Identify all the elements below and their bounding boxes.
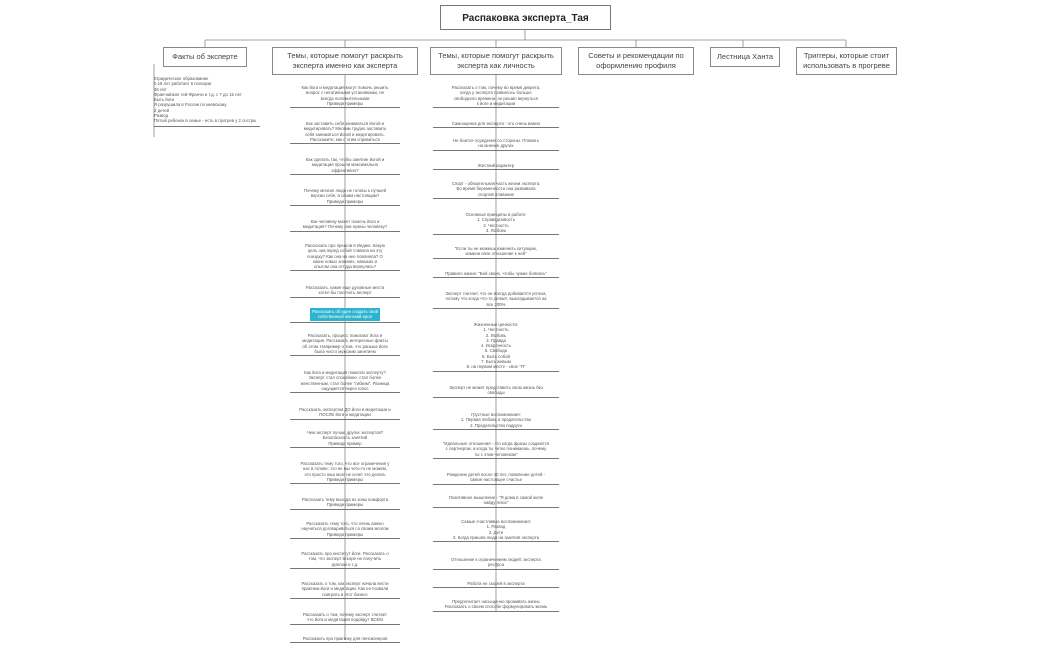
expert-topic-11[interactable]: Рассказать экспертом ДО йоги и медитации и ПОСЛЕ йоги и медитации [290, 407, 400, 420]
personal-topic-19[interactable]: Предпочитает насыщенно проживать жизнь Рассказать о своем способе формулировать жизнь [433, 599, 559, 612]
personal-topic-2[interactable]: Самооценка для эксперта - это очень важно [433, 121, 559, 128]
personal-topic-5[interactable]: Спорт - обязательная часть жизни эксперта. Во время беременности она развивала спортив плавание [433, 181, 559, 199]
expert-topic-14[interactable]: Рассказать тему выхода из зоны комфорта Приведи примеры [290, 497, 400, 510]
personal-topic-1[interactable]: Рассказать о том, почему во время декрета, когда у эксперта появилось больше свободного времени, он решил вернуться к йоге и медитации [433, 85, 559, 108]
personal-topic-14[interactable]: Рождение детей после 30 лет, появление детей - самое настоящее счастье [433, 472, 559, 485]
branch-hunt-ladder[interactable]: Лестница Ханта [710, 47, 780, 67]
expert-topic-12[interactable]: Чем эксперт лучше других экспертов? Безопасность занятий Приведи пример [290, 430, 400, 448]
expert-topic-15[interactable]: Рассказать тему того, что очень важно научиться договариваться со своим мозгом Приведи примеры [290, 521, 400, 539]
personal-topic-4[interactable]: Жесткий характер [433, 163, 559, 170]
expert-topic-6[interactable]: Рассказать про прешли в Индию. Какую цель она перед собой ставила на эту поездку? Как она на нее повлияла? О каких новых знаниях, навыках и опытом она оттуда вернулась? [290, 243, 400, 271]
root-node[interactable]: Распаковка эксперта_Тая [440, 5, 611, 30]
personal-topic-8[interactable]: Правило жизни: "Бей своих, чтобы чужие боялись" [433, 271, 559, 278]
personal-topic-6[interactable]: Основные принципы в работе: 1. Справедливость 2. Честность 3. Любовь [433, 212, 559, 235]
personal-topic-7[interactable]: "Если ты не можешь изменить ситуацию, измени свое отношение к ней" [433, 246, 559, 259]
personal-topic-3[interactable]: Не боится осуждения со стороны. Плевать на мнение других [433, 138, 559, 151]
expert-topic-19[interactable]: Рассказать про практику для пенсионеров [290, 636, 400, 643]
personal-topic-9[interactable]: Эксперт считает, что он всегда добивается успеха, потому что когда что-то делает, выкладывается на все 200% [433, 291, 559, 309]
expert-topic-1[interactable]: Как йога и медитация могут помочь решить вопрос с негативными установками, не всегда положительными Приведи примеры [290, 85, 400, 108]
expert-topic-7[interactable]: Рассказать, какие еще духовные места хотел бы посетить эксперт [290, 285, 400, 298]
expert-topic-8[interactable]: Рассказать об идее создать свой собственный женский ерол [290, 308, 400, 323]
personal-topic-10[interactable]: Жизненные ценности: 1. Честность 2. Любовь 3. Правда 4. Искренность 5. Свобода 6. Быть собой 7. Быть живым 8. на первом месте - свое "Я" [433, 322, 559, 372]
personal-topic-17[interactable]: Отношение к ограничениям людей: эксперта ресурса [433, 557, 559, 570]
expert-topic-17[interactable]: Рассказать о том, как эксперт начала вести практики йоги и медитации. Как ее позвали поиграть в этот бизнес [290, 581, 400, 599]
expert-topic-9[interactable]: Рассказать, процесс помогают йога и медитация. Рассказать интересные факты об этом. Например о том, что раньше йога была чисто мужским занятием [290, 333, 400, 356]
expert-topic-4[interactable]: Почему многие люди не готовы к лучшей версии себя, а своим настоящим? Приведи примеры [290, 188, 400, 206]
expert-topic-5[interactable]: Как человеку может помочь йога и медитация? Почему они нужны человеку? [290, 219, 400, 232]
branch-profile-tips[interactable]: Советы и рекомендации по оформлению профиля [578, 47, 694, 75]
expert-topic-13[interactable]: Рассказать тему того, что все ограничения у нас в голове: это не мы чего-то не можем, это просто наш мозг не хочет это делать Приведи примеры [290, 461, 400, 484]
personal-topic-12[interactable]: Грустные воспоминания: 1. Первая любовь и предательство 2. Предательство подруги [433, 412, 559, 430]
personal-topic-18[interactable]: Работа не скорей в эксперта [433, 581, 559, 588]
branch-triggers[interactable]: Триггеры, которые стоит использовать в прогреве [796, 47, 897, 75]
branch-expert-facts[interactable]: Факты об эксперте [163, 47, 247, 67]
facts-list: Юридическое образование 0.18 лет работает в полиции 36 лет Франчайзинг гей-Франчи и т.д. с 7 до 15 лет Быть йоги Я разрушила в России по киевскому 2 детей Развод Пятый ребенок в семье - есть в прогрев у 2 сестры [154, 76, 260, 127]
personal-topic-13[interactable]: "Идеальные отношения - это когда фразы создаются с партнером, и когда ты четко понимаешь, почему ты с этим человеком" [433, 441, 559, 459]
expert-topic-18[interactable]: Рассказать о том, почему эксперт считает что йога и медитация подойдут ВСЕМ [290, 612, 400, 625]
personal-topic-16[interactable]: Самые счастливые воспоминания: 1. Развод 2. Дети 3. Когда пришли люди на занятия эксперта [433, 519, 559, 542]
expert-topic-16[interactable]: Рассказать про институт йоги. Рассказать о том, что эксперт вскоре не получить диплом и т.д. [290, 551, 400, 569]
personal-topic-11[interactable]: Эксперт не может представить свою жизнь без свободы [433, 385, 559, 398]
expert-topic-2[interactable]: Как заставить себя заниматься йогой и медитировать? Многим трудно заставить себя заниматься йогой и медитировать. Расскажите, как с этим справиться [290, 121, 400, 144]
personal-topic-15[interactable]: Позитивное мышление - "Я дома в самой жопе найду плюс" [433, 495, 559, 508]
branch-personal-topics[interactable]: Темы, которые помогут раскрыть эксперта как личность [430, 47, 562, 75]
expert-topic-3[interactable]: Как сделать так, чтобы занятие йогой и медитация прошли максимально эффективно? [290, 157, 400, 175]
expert-topic-10[interactable]: Как йога и медитация помогли эксперту? Эксперт стал спокойнее, стал более женственным, стал более "гибким". Разница ощущается через голос [290, 370, 400, 393]
branch-expert-topics[interactable]: Темы, которые помогут раскрыть эксперта именно как эксперта [272, 47, 418, 75]
